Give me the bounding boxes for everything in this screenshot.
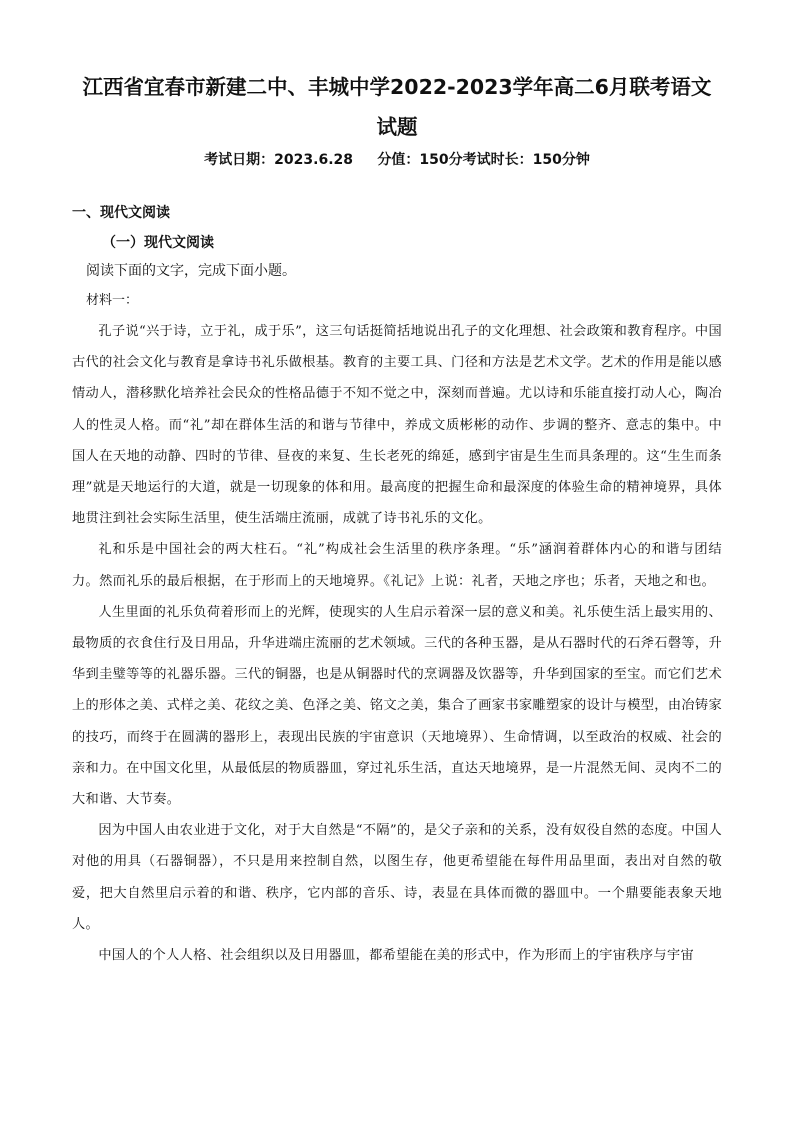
reading-instruction: 阅读下面的文字，完成下面小题。: [86, 263, 296, 279]
sub-heading-modern-reading: （一）现代文阅读: [102, 235, 214, 251]
paragraph-4: 因为中国人由农业进于文化，对于大自然是“不隔”的，是父子亲和的关系，没有奴役自然的态度。中国人对他的用具（石器铜器），不只是用来控制自然，以图生存，他更希望能在每件用品里面，表出对自然的敬爱，把大自然里启示着的和谐、秩序，它内部的音乐、诗，表显在具体而微的器皿中。一个鼎要能表象天地人。: [72, 823, 722, 932]
exam-meta: 考试日期：2023.6.28 分值：150分考试时长：150分钟: [204, 152, 590, 168]
exam-title: 江西省宜春市新建二中、丰城中学2022-2023学年高二6月联考语文: [82, 75, 712, 99]
section-heading-modern-reading: 一、现代文阅读: [72, 205, 170, 221]
paragraph-3: 人生里面的礼乐负荷着形而上的光辉，使现实的人生启示着深一层的意义和美。礼乐使生活上最实用的、最物质的衣食住行及日用品，升华进端庄流丽的艺术领域。三代的各种玉器，是从石器时代的石斧石磬等，升华到圭璧等等的礼器乐器。三代的铜器，也是从铜器时代的烹调器及饮器等，升华到国家的至宝。而它们艺术上的形体之美、式样之美、花纹之美、色泽之美、铭文之美，集合了画家书家雕塑家的设计与模型，由冶铸家的技巧，而终于在圆满的器形上，表现出民族的宇宙意识（天地境界）、生命情调，以至政治的权威、社会的亲和力。在中国文化里，从最低层的物质器皿，穿过礼乐生活，直达天地境界，是一片混然无间、灵肉不二的大和谐、大节奏。: [72, 604, 722, 808]
material-label: 材料一：: [86, 293, 139, 308]
paragraph-5: 中国人的个人人格、社会组织以及日用器皿，都希望能在美的形式中，作为形而上的宇宙秩序与宇宙: [98, 948, 695, 964]
paragraph-2: 礼和乐是中国社会的两大柱石。“礼”构成社会生活里的秩序条理。“乐”涵润着群体内心的和谐与团结力。然而礼乐的最后根据，在于形而上的天地境界。《礼记》上说：礼者，天地之序也；乐者，天地之和也。: [72, 542, 722, 589]
exam-title-continued: 试题: [376, 115, 418, 139]
paragraph-1: 孔子说“兴于诗，立于礼，成于乐”，这三句话挺简括地说出孔子的文化理想、社会政策和教育程序。中国古代的社会文化与教育是拿诗书礼乐做根基。教育的主要工具、门径和方法是艺术文学。艺术的作用是能以感情动人，潜移默化培养社会民众的性格品德于不知不觉之中，深刻而普遍。尤以诗和乐能直接打动人心，陶冶人的性灵人格。而“礼”却在群体生活的和谐与节律中，养成文质彬彬的动作、步调的整齐、意志的集中。中国人在天地的动静、四时的节律、昼夜的来复、生长老死的绵延，感到宇宙是生生而具条理的。这“生生而条理”就是天地运行的大道，就是一切现象的体和用。最高度的把握生命和最深度的体验生命的精神境界，具体地贯注到社会实际生活里，使生活端庄流丽，成就了诗书礼乐的文化。: [72, 324, 722, 527]
